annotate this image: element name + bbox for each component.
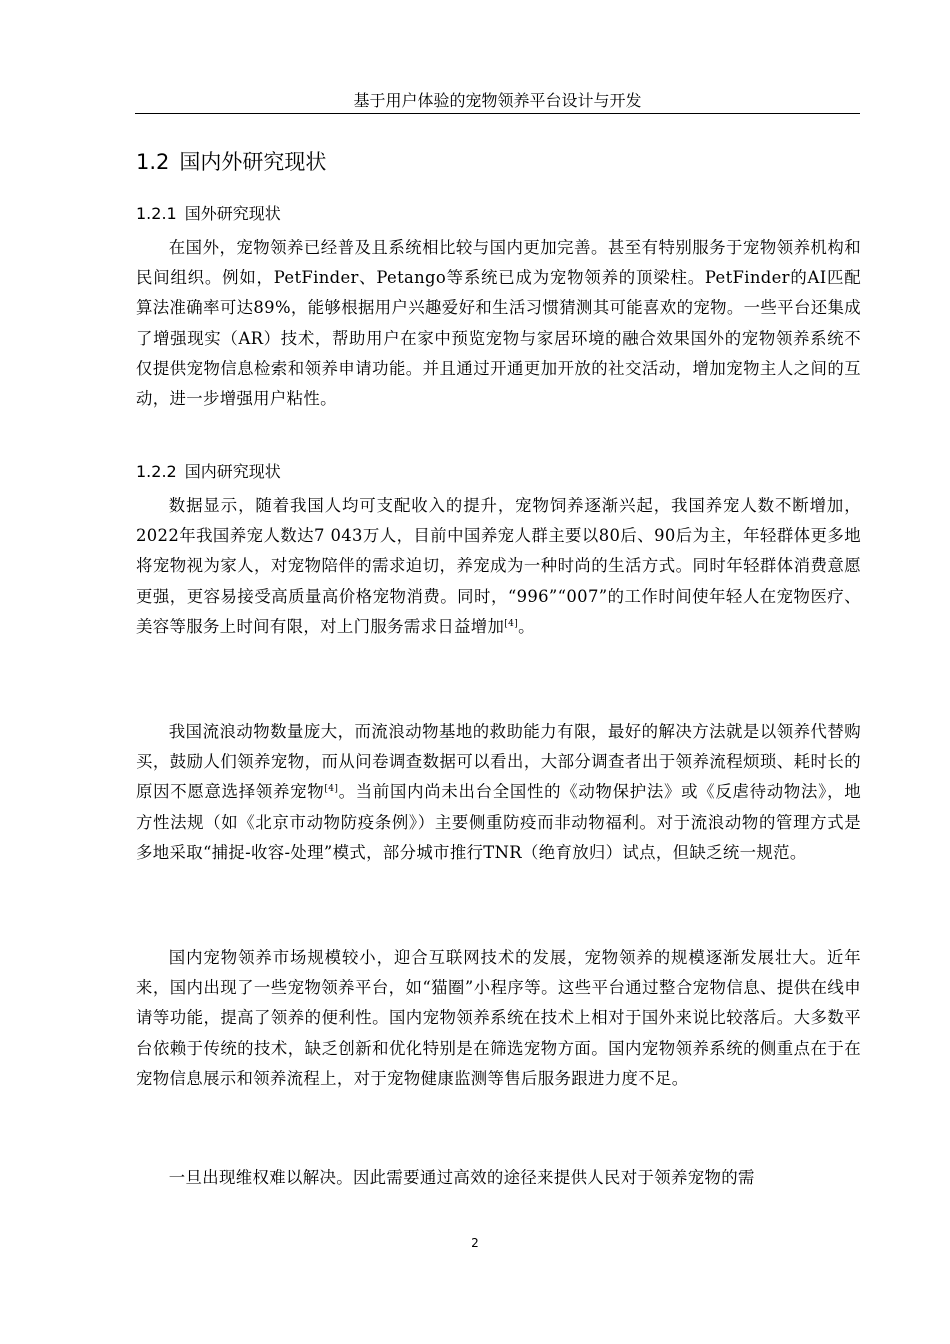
subsection-number: 1.2.1	[136, 204, 177, 223]
subsection-heading-foreign	[136, 203, 281, 225]
subsection-heading-domestic	[136, 461, 281, 483]
section-number: 1.2	[136, 150, 170, 174]
section-title: 国内外研究现状	[179, 150, 327, 174]
paragraph-foreign-research: 在国外，宠物领养已经普及且系统相比较与国内更加完善。甚至有特别服务于宠物领养机构和民间组织。例如，PetFinder、Petango等系统已成为宠物领养的顶梁柱。PetFinder的AI匹配算法准确率可达89%，能够根据用户兴趣爱好和生活习惯猜测其可能喜欢的宠物。一些平台还集成了增强现实（AR）技术，帮助用户在家中预览宠物与家居环境的融合效果国外的宠物领养系统不仅提供宠物信息检索和领养申请功能。并且通过开通更加开放的社交活动，增加宠物主人之间的互动，进一步增强用户粘性。	[136, 238, 861, 409]
paragraph-stray-animals	[136, 717, 861, 868]
subsection-title: 国内研究现状	[184, 462, 281, 481]
running-header: 基于用户体验的宠物领养平台设计与开发	[135, 91, 860, 114]
paragraph-pet-ownership-data	[136, 491, 861, 642]
paragraph-domestic-platforms: 国内宠物领养市场规模较小，迎合互联网技术的发展，宠物领养的规模逐渐发展壮大。近年来，国内出现了一些宠物领养平台，如“猫圈”小程序等。这些平台通过整合宠物信息、提供在线申请等功能，提高了领养的便利性。国内宠物领养系统在技术上相对于国外来说比较落后。大多数平台依赖于传统的技术，缺乏创新和优化特别是在筛选宠物方面。国内宠物领养系统的侧重点在于在宠物信息展示和领养流程上，对于宠物健康监测等售后服务跟进力度不足。	[136, 948, 861, 1088]
section-heading	[136, 148, 326, 176]
citation-reference[interactable]: [4]	[504, 618, 519, 629]
paragraph-text: 数据显示，随着我国人均可支配收入的提升，宠物饲养逐渐兴起，我国养宠人数不断增加，2022年我国养宠人数达7 043万人，目前中国养宠人群主要以80后、90后为主，年轻群体更多地将宠物视为家人，对宠物陪伴的需求迫切，养宠成为一种时尚的生活方式。同时年轻群体消费意愿更强，更容易接受高质量高价格宠物消费。同时，“996”“007”的工作时间使年轻人在宠物医疗、美容等服务上时间有限，对上门服务需求日益增加	[136, 496, 861, 636]
subsection-number: 1.2.2	[136, 462, 177, 481]
page-number: 2	[471, 1236, 479, 1250]
paragraph-text: 我国流浪动物数量庞大，而流浪动物基地的救助能力有限，最好的解决方法就是以领养代替购买，鼓励人们领养宠物，而从问卷调查数据可以看出，大部分调查者出于领养流程烦琐、耗时长的原因不愿意选择领养宠物	[136, 722, 861, 802]
subsection-title: 国外研究现状	[184, 204, 281, 223]
paragraph-tail: 。	[518, 616, 535, 636]
citation-reference[interactable]: [4]	[324, 784, 339, 795]
paragraph-rights-protection: 一旦出现维权难以解决。因此需要通过高效的途径来提供人民对于领养宠物的需	[168, 1168, 755, 1187]
paragraph-tail: 。当前国内尚未出台全国性的《动物保护法》或《反虐待动物法》，地方性法规（如《北京市动物防疫条例》）主要侧重防疫而非动物福利。对于流浪动物的管理方式是多地采取“捕捉-收容-处理”模式，部分城市推行TNR（绝育放归）试点，但缺乏统一规范。	[136, 782, 861, 862]
